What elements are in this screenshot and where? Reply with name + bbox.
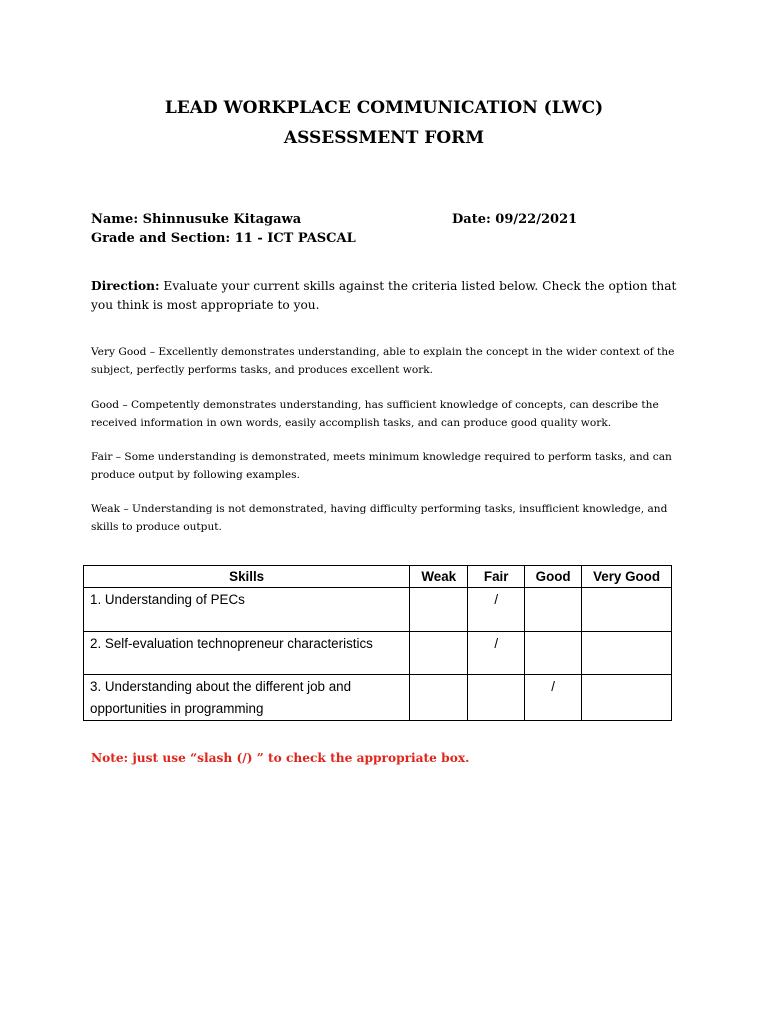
table-header-row (84, 566, 672, 588)
header-very-good: Very Good (582, 566, 672, 588)
header-skills: Skills (84, 566, 410, 588)
direction-paragraph (91, 277, 681, 315)
very-good-cell[interactable] (582, 675, 672, 721)
direction-text: Evaluate your current skills against the criteria listed below. Check the option that you think is most appropriate to you. (91, 279, 677, 312)
good-cell[interactable] (525, 632, 582, 675)
grade-section: Grade and Section: 11 - ICT PASCAL (91, 231, 356, 246)
weak-cell[interactable] (410, 588, 468, 632)
criteria-good: Good – Competently demonstrates understanding, has sufficient knowledge of concepts, can describe the received information in own words, easily accomplish tasks, and can produce good quality work. (91, 399, 659, 429)
fair-cell[interactable]: / (468, 588, 525, 632)
very-good-cell[interactable] (582, 588, 672, 632)
table-row (84, 675, 672, 721)
fair-cell[interactable] (468, 675, 525, 721)
instruction-note: Note: just use “slash (/) ” to check the appropriate box. (91, 751, 470, 765)
form-title: LEAD WORKPLACE COMMUNICATION (LWC) (164, 98, 604, 118)
skill-cell: 3. Understanding about the different job and opportunities in programming (84, 675, 410, 721)
header-fair: Fair (468, 566, 525, 588)
header-weak: Weak (410, 566, 468, 588)
student-name: Name: Shinnusuke Kitagawa (91, 212, 302, 227)
good-cell[interactable] (525, 588, 582, 632)
criteria-weak: Weak – Understanding is not demonstrated, having difficulty performing tasks, insufficient knowledge, and skills to produce output. (91, 503, 668, 533)
header-good: Good (525, 566, 582, 588)
fair-cell[interactable]: / (468, 632, 525, 675)
weak-cell[interactable] (410, 675, 468, 721)
table-row (84, 588, 672, 632)
good-cell[interactable]: / (525, 675, 582, 721)
criteria-fair: Fair – Some understanding is demonstrated, meets minimum knowledge required to perform tasks, and can produce output by following examples. (91, 451, 672, 481)
criteria-very-good: Very Good – Excellently demonstrates understanding, able to explain the concept in the wider context of the subject, perfectly performs tasks, and produces excellent work. (91, 346, 675, 376)
form-subtitle: ASSESSMENT FORM (283, 128, 485, 148)
direction-label: Direction: (91, 279, 160, 293)
skill-cell: 1. Understanding of PECs (84, 588, 410, 632)
very-good-cell[interactable] (582, 632, 672, 675)
form-date: Date: 09/22/2021 (452, 212, 578, 227)
skill-cell: 2. Self-evaluation technopreneur characteristics (84, 632, 410, 675)
skills-table (83, 565, 672, 721)
weak-cell[interactable] (410, 632, 468, 675)
table-row (84, 632, 672, 675)
